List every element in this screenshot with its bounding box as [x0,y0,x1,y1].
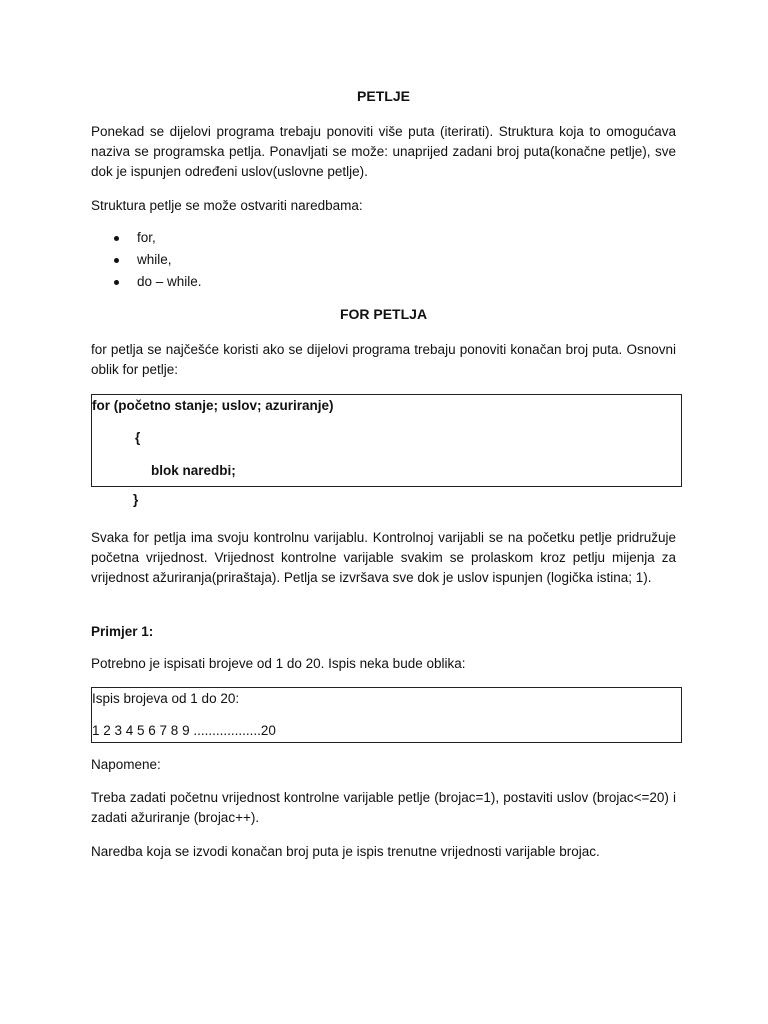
list-item: for, [91,228,202,250]
code-line-close-brace: } [133,492,139,507]
list-item: do – while. [91,272,202,294]
output-line-numbers: 1 2 3 4 5 6 7 8 9 ..................20 [92,723,276,738]
paragraph-control-variable: Svaka for petlja ima svoju kontrolnu varijablu. Kontrolnoj varijabli se na početku petlje pridružuje početna vrijednost. Vrijednost kontrolne varijable svakim se prolaskom kroz petlju mijenja za vrijednost ažuriranja(priraštaja). Petlja se izvršava sve dok je uslov ispunjen (logička istina; 1). [91,530,676,585]
paragraph-for-intro: for petlja se najčešće koristi ako se dijelovi programa trebaju ponoviti konačan broj puta. Osnovni oblik for petlje: [91,342,676,377]
paragraph-structure: Struktura petlje se može ostvariti naredbama: [91,198,363,213]
example-heading: Primjer 1: [91,624,154,639]
output-box [91,687,682,743]
paragraph-intro: Ponekad se dijelovi programa trebaju ponoviti više puta (iterirati). Struktura koja to omogućava naziva se programska petlja. Ponavljati se može: unaprijed zadani broj puta(konačne petlje), sve dok je ispunjen određeni uslov(uslovne petlje). [91,124,676,179]
code-line-open-brace: { [135,430,141,445]
output-line-title: Ispis brojeva od 1 do 20: [92,691,240,706]
heading-for-petlja: FOR PETLJA [339,306,428,322]
code-box [91,394,682,507]
code-line-for: for (početno stanje; uslov; azuriranje) [92,398,334,413]
loop-statements-list [91,228,202,294]
heading-petlje: PETLJE [357,88,410,104]
napomene-heading: Napomene: [91,757,161,772]
paragraph-napomena-1: Treba zadati početnu vrijednost kontrolne varijable petlje (brojac=1), postaviti uslov (brojac<=20) i zadati ažuriranje (brojac++). [91,790,676,825]
code-line-block: blok naredbi; [151,463,236,478]
paragraph-napomena-2: Naredba koja se izvodi konačan broj puta je ispis trenutne vrijednosti varijable brojac. [91,844,600,859]
list-item: while, [91,250,202,272]
paragraph-task: Potrebno je ispisati brojeve od 1 do 20. Ispis neka bude oblika: [91,656,466,671]
